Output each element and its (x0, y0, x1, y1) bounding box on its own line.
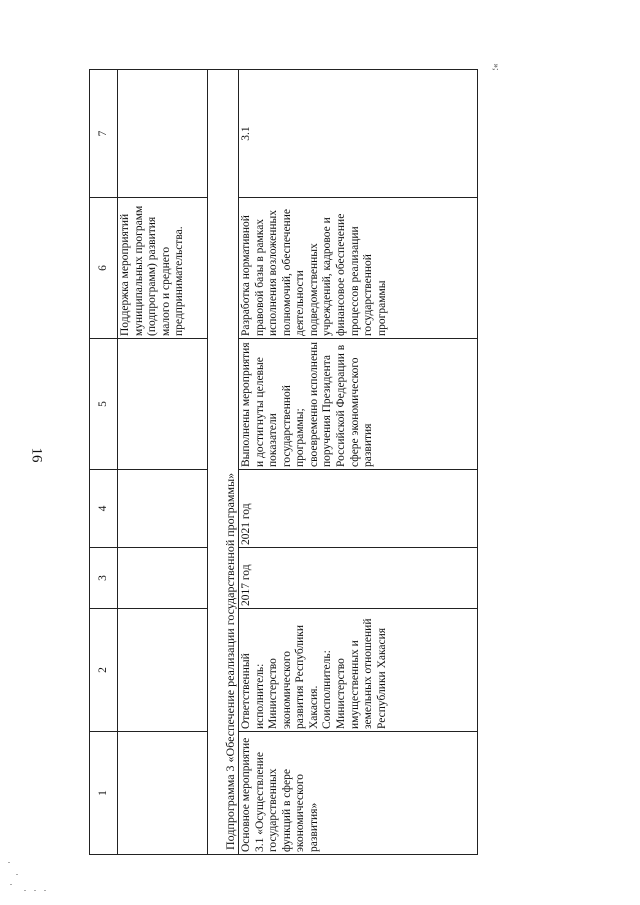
table-cell: 3.1 (239, 70, 478, 198)
table-cell (118, 339, 208, 470)
table-cell: 2017 год (239, 548, 478, 609)
corner-mark: »; (491, 63, 502, 71)
table-cell (118, 70, 208, 198)
scan-artifact (4, 860, 54, 900)
table-header-row (90, 70, 118, 855)
header-cell: 4 (90, 470, 118, 548)
header-cell: 5 (90, 339, 118, 470)
header-cell: 1 (90, 732, 118, 855)
table-cell (118, 470, 208, 548)
subprogram-row (208, 70, 239, 855)
page-number: 16 (28, 447, 45, 463)
table-cell: Выполнены мероприятия и достигнуты целевые показатели государственной программы; своевременно исполнены поручения Президента Российской Федерации в сфере экономического развития (239, 339, 478, 470)
table-cell: Поддержка мероприятий муниципальных программ (подпрограмм) развития малого и среднего предпринимательства. (118, 198, 208, 339)
header-cell: 6 (90, 198, 118, 339)
table-cell: Разработка нормативной правовой базы в рамках исполнения возложенных полномочий, обеспечение деятельности подведомственных учреждений, кадровое и финансовое обеспечение процессов реализации государственной программы (239, 198, 478, 339)
rotated-table-sheet (89, 70, 505, 855)
table-cell (118, 609, 208, 732)
header-cell: 3 (90, 548, 118, 609)
subprogram-title: Подпрограмма 3 «Обеспечение реализации государственной программы» (208, 70, 239, 855)
table-cell: 2021 год (239, 470, 478, 548)
table-row (118, 70, 208, 855)
table-cell: Основное мероприятие 3.1 «Осуществление государственных функций в сфере экономического развития» (239, 732, 478, 855)
header-cell: 2 (90, 609, 118, 732)
table-cell (118, 732, 208, 855)
table-cell (118, 548, 208, 609)
header-cell: 7 (90, 70, 118, 198)
table-cell: Ответственный исполнитель: Министерство экономического развития Республики Хакасия. Соисполнитель: Министерство имущественных и земельных отношений Республики Хакасия (239, 609, 478, 732)
table-row (239, 70, 478, 855)
program-table (89, 69, 478, 855)
